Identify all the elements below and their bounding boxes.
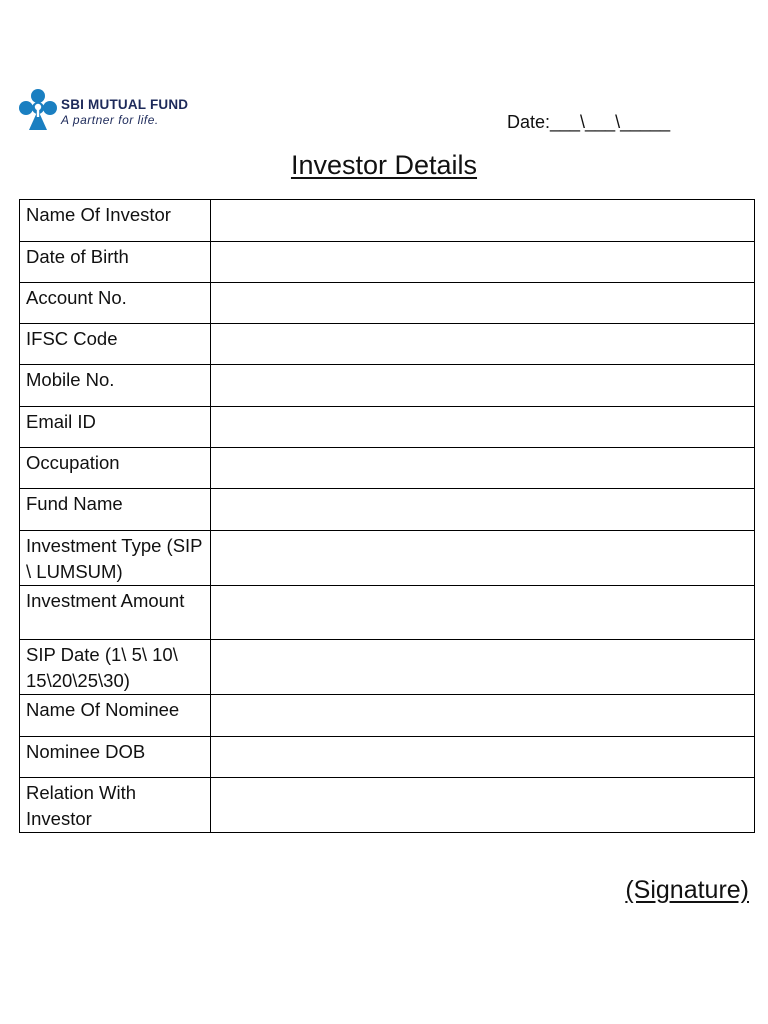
field-value-ifsc-code[interactable] [211,324,755,365]
field-label-occupation: Occupation [20,448,211,489]
signature-label: (Signature) [625,876,749,904]
field-value-relation-with-investor[interactable] [211,778,755,833]
field-label-investment-amount: Investment Amount [20,586,211,640]
field-label-nominee-dob: Nominee DOB [20,737,211,778]
brand-tagline: A partner for life. [61,113,159,127]
sbi-mutual-fund-logo [18,88,208,134]
field-value-investment-amount[interactable] [211,586,755,640]
table-row [20,242,755,283]
table-row [20,200,755,242]
table-row [20,531,755,586]
field-label-name-of-nominee: Name Of Nominee [20,695,211,737]
investor-details-table [19,199,755,833]
table-row [20,324,755,365]
table-row [20,737,755,778]
field-value-date-of-birth[interactable] [211,242,755,283]
field-value-name-of-nominee[interactable] [211,695,755,737]
field-value-email-id[interactable] [211,407,755,448]
field-value-account-no[interactable] [211,283,755,324]
table-row [20,365,755,407]
table-row [20,407,755,448]
table-row [20,489,755,531]
table-row [20,448,755,489]
table-row [20,695,755,737]
field-value-mobile-no[interactable] [211,365,755,407]
field-label-sip-date: SIP Date (1\ 5\ 10\ 15\20\25\30) [20,640,211,695]
field-label-email-id: Email ID [20,407,211,448]
page-title: Investor Details [290,150,478,180]
field-label-investment-type: Investment Type (SIP \ LUMSUM) [20,531,211,586]
field-label-date-of-birth: Date of Birth [20,242,211,283]
field-value-occupation[interactable] [211,448,755,489]
table-row [20,586,755,640]
table-row [20,640,755,695]
table-row [20,778,755,833]
field-value-sip-date[interactable] [211,640,755,695]
field-label-ifsc-code: IFSC Code [20,324,211,365]
field-label-name-of-investor: Name Of Investor [20,200,211,242]
field-value-nominee-dob[interactable] [211,737,755,778]
field-value-investment-type[interactable] [211,531,755,586]
table-row [20,283,755,324]
date-field: Date:___\___\_____ [507,112,671,132]
field-label-relation-with-investor: Relation With Investor [20,778,211,833]
field-label-account-no: Account No. [20,283,211,324]
sbi-keyhole-logo-icon [18,88,58,134]
field-value-name-of-investor[interactable] [211,200,755,242]
field-label-mobile-no: Mobile No. [20,365,211,407]
field-label-fund-name: Fund Name [20,489,211,531]
brand-name: SBI MUTUAL FUND [61,97,189,112]
field-value-fund-name[interactable] [211,489,755,531]
